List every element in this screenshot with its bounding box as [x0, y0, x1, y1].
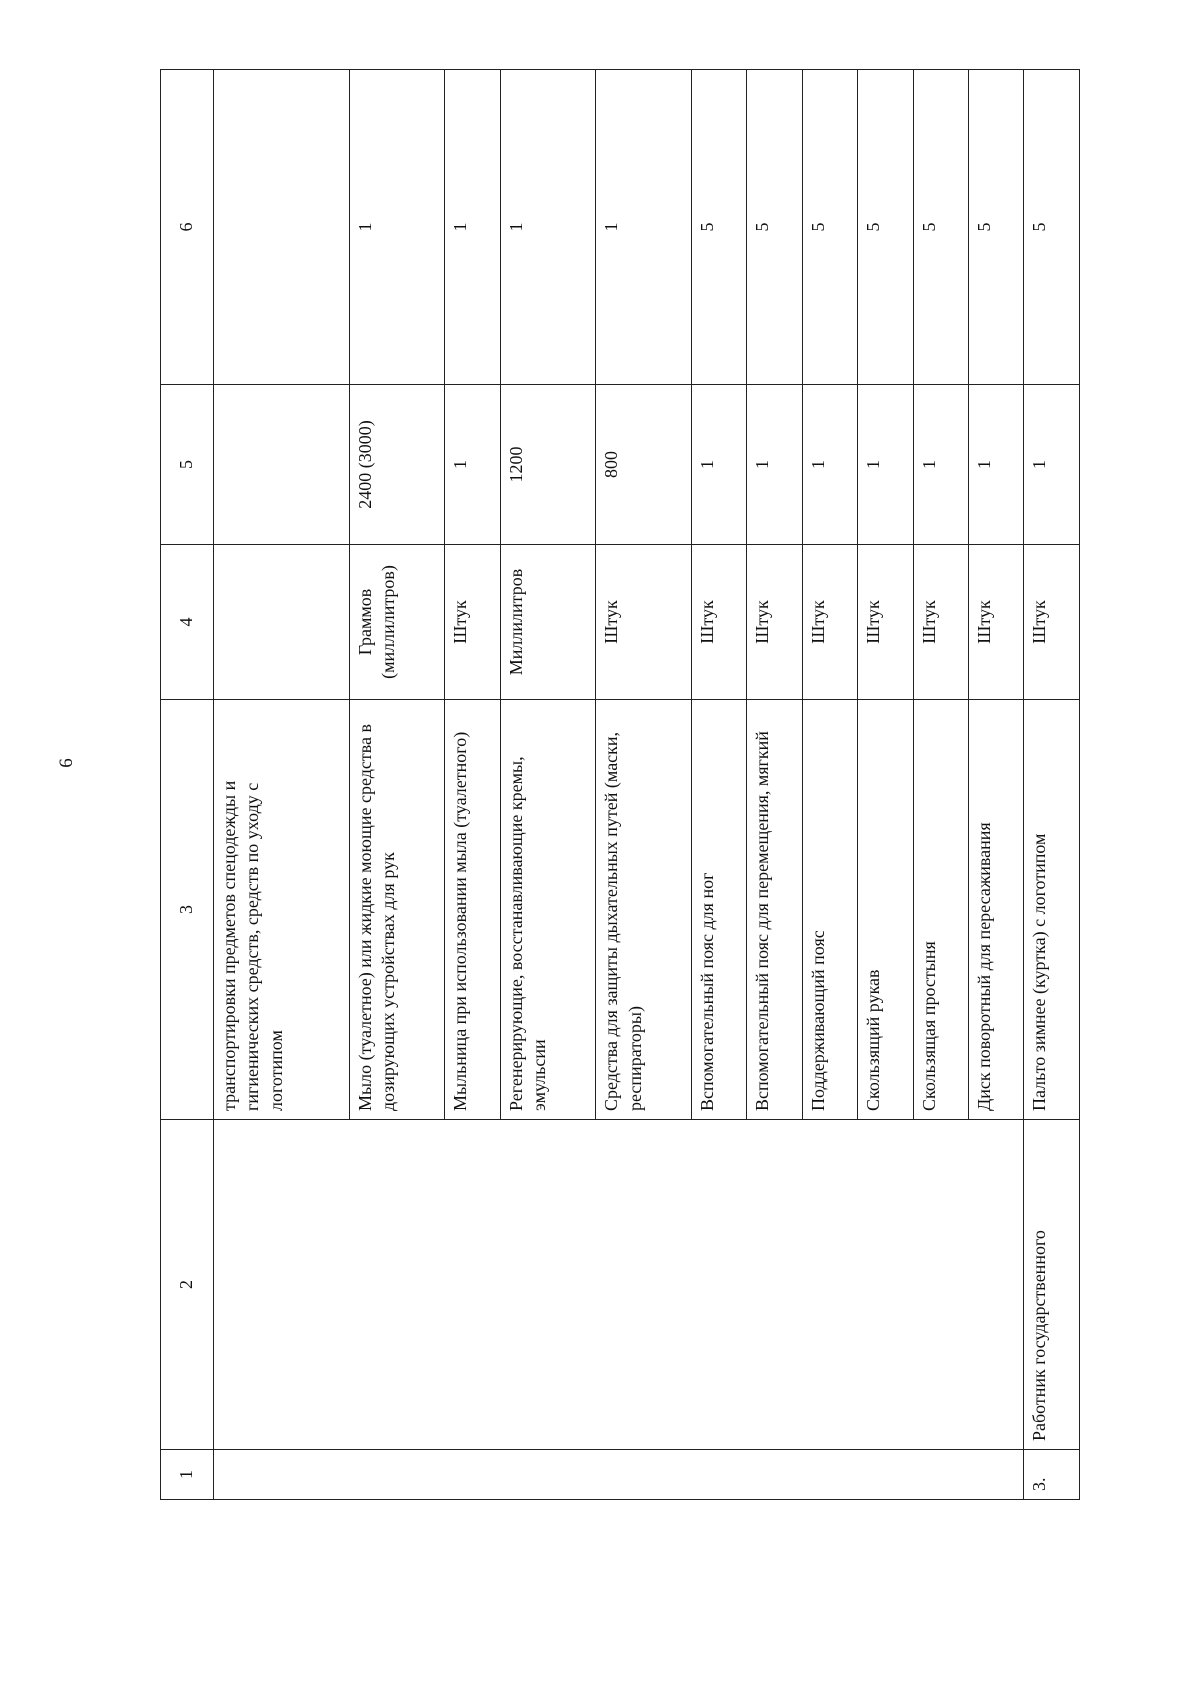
table-cell-item: Поддерживающий пояс [802, 700, 857, 1120]
table-cell-quantity: 2400 (3000) [349, 385, 445, 545]
column-header: 4 [161, 545, 214, 700]
table-cell-unit: Штук [858, 545, 913, 700]
table-cell-term [214, 70, 350, 385]
table-cell-quantity [214, 385, 350, 545]
table-cell-item: Диск поворотный для пересаживания [969, 700, 1024, 1120]
table-row [1024, 70, 1080, 1500]
table-cell-unit: Граммов (миллилитров) [349, 545, 445, 700]
table-cell-position: Работник государственного [1024, 1120, 1080, 1450]
table-cell-item: Пальто зимнее (куртка) с логотипом [1024, 700, 1080, 1120]
table-cell-number: 3. [1024, 1450, 1080, 1500]
table-cell-item: Скользящая простыня [913, 700, 968, 1120]
table-cell-unit: Штук [747, 545, 802, 700]
page-number: 6 [55, 758, 77, 768]
table-cell-quantity: 1200 [500, 385, 596, 545]
table-cell-term: 5 [858, 70, 913, 385]
table-cell-term: 5 [1024, 70, 1080, 385]
table-cell-quantity: 1 [691, 385, 746, 545]
table-cell-quantity: 1 [802, 385, 857, 545]
table-cell-unit: Штук [802, 545, 857, 700]
table-cell-quantity: 1 [969, 385, 1024, 545]
table-cell-item: Средства для защиты дыхательных путей (маски, респираторы) [596, 700, 692, 1120]
table-row [214, 70, 350, 1500]
table-cell-number [214, 1450, 1024, 1500]
table-cell-item: транспортировки предметов спецодежды и гигиенических средств, средств по уходу с логотипом [214, 700, 350, 1120]
items-table [160, 69, 1080, 1500]
rotated-page-content [160, 70, 1080, 1500]
table-cell-term: 5 [969, 70, 1024, 385]
table-cell-quantity: 800 [596, 385, 692, 545]
table-cell-item: Мыльница при использовании мыла (туалетного) [445, 700, 500, 1120]
column-header: 5 [161, 385, 214, 545]
table-cell-position [214, 1120, 1024, 1450]
table-cell-unit: Штук [1024, 545, 1080, 700]
table-cell-item: Вспомогательный пояс для ног [691, 700, 746, 1120]
table-cell-item: Вспомогательный пояс для перемещения, мягкий [747, 700, 802, 1120]
table-cell-term: 5 [802, 70, 857, 385]
table-cell-term: 5 [691, 70, 746, 385]
table-cell-term: 5 [747, 70, 802, 385]
table-cell-item: Скользящий рукав [858, 700, 913, 1120]
table-cell-quantity: 1 [747, 385, 802, 545]
table-cell-quantity: 1 [445, 385, 500, 545]
table-cell-unit [214, 545, 350, 700]
table-cell-unit: Штук [913, 545, 968, 700]
table-cell-term: 1 [445, 70, 500, 385]
table-cell-term: 1 [349, 70, 445, 385]
table-cell-item: Регенерирующие, восстанавливающие кремы, эмульсии [500, 700, 596, 1120]
table-cell-unit: Штук [969, 545, 1024, 700]
column-header: 2 [161, 1120, 214, 1450]
table-cell-term: 1 [596, 70, 692, 385]
table-cell-quantity: 1 [1024, 385, 1080, 545]
table-cell-unit: Штук [596, 545, 692, 700]
table-cell-quantity: 1 [913, 385, 968, 545]
table-cell-item: Мыло (туалетное) или жидкие моющие средства в дозирующих устройствах для рук [349, 700, 445, 1120]
table-cell-term: 1 [500, 70, 596, 385]
table-cell-unit: Миллилитров [500, 545, 596, 700]
table-cell-term: 5 [913, 70, 968, 385]
table-cell-unit: Штук [445, 545, 500, 700]
column-header: 3 [161, 700, 214, 1120]
table-cell-quantity: 1 [858, 385, 913, 545]
column-header: 6 [161, 70, 214, 385]
table-cell-unit: Штук [691, 545, 746, 700]
column-header: 1 [161, 1450, 214, 1500]
table-header-row [161, 70, 214, 1500]
